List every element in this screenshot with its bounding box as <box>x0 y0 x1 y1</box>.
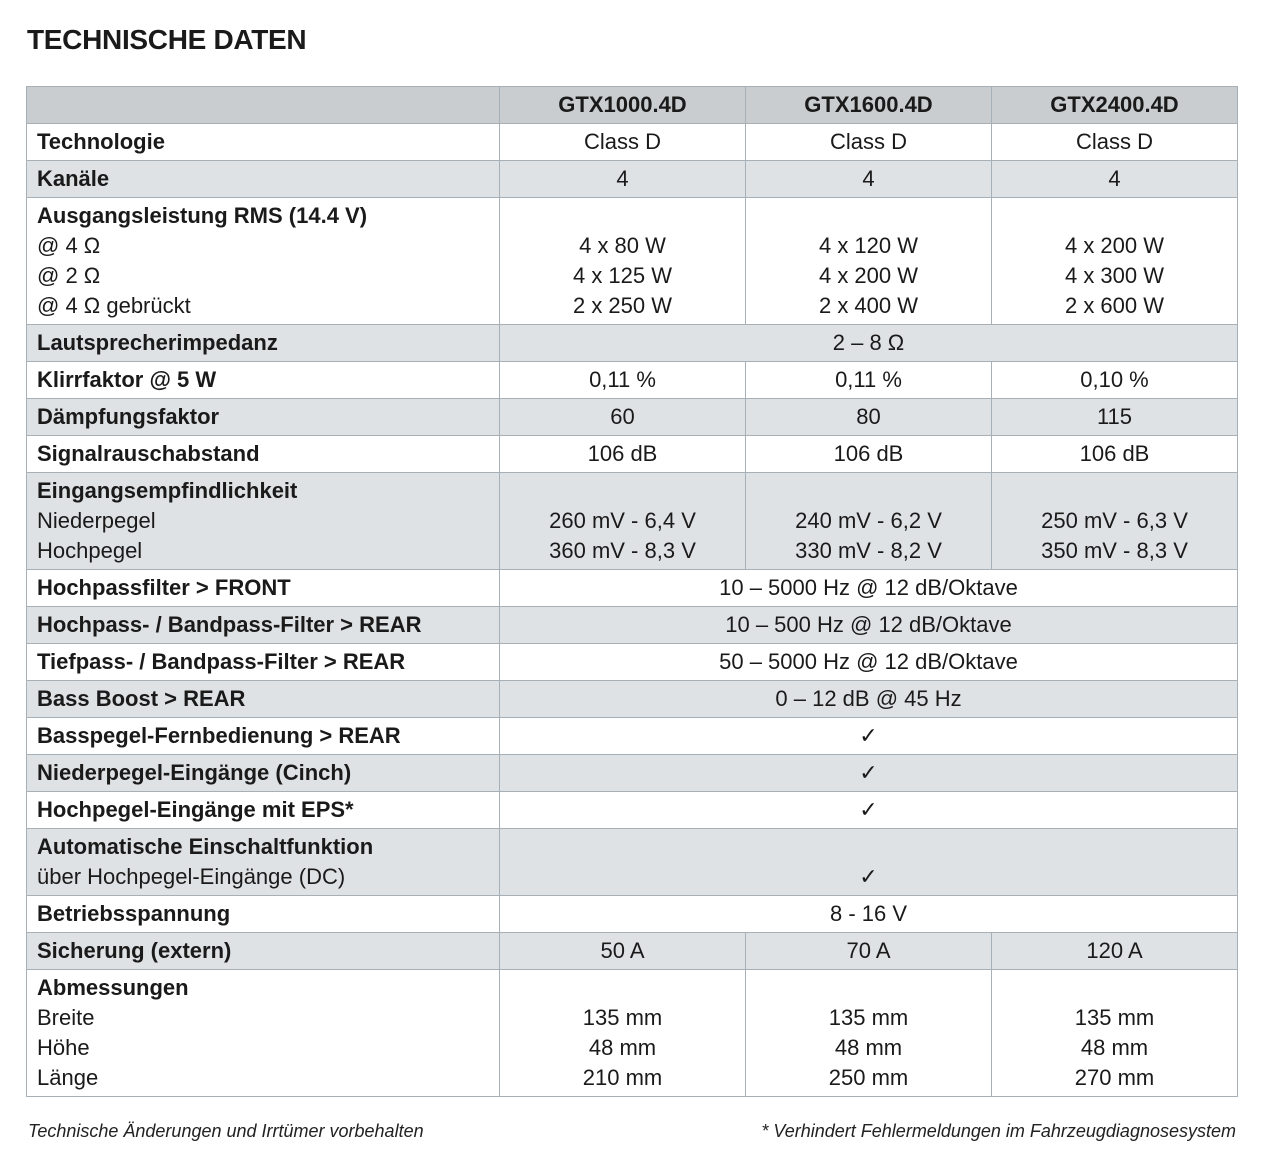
value-cell-model-1 <box>500 399 746 436</box>
value: 0,11 % <box>589 367 656 392</box>
row-label <box>27 399 500 436</box>
table-row <box>27 436 1238 473</box>
table-row <box>27 792 1238 829</box>
row-label-main: Lautsprecherimpedanz <box>37 330 278 355</box>
check-icon-cell <box>500 755 1238 792</box>
value-line: 135 mm <box>1074 1005 1155 1030</box>
value: 4 <box>1108 166 1121 191</box>
row-label-sub: @ 4 Ω <box>37 233 101 258</box>
row-label-main: Tiefpass- / Bandpass-Filter > REAR <box>37 649 406 674</box>
row-label-sub: Niederpegel <box>37 508 156 533</box>
value-line: 360 mV - 8,3 V <box>549 538 696 563</box>
row-label <box>27 473 500 570</box>
value-line: 48 mm <box>588 1035 657 1060</box>
row-label-main: Technologie <box>37 129 165 154</box>
row-label-main: Automatische Einschaltfunktion <box>37 834 374 859</box>
value-line: 135 mm <box>828 1005 909 1030</box>
table-row <box>27 325 1238 362</box>
row-label-sub: Höhe <box>37 1035 90 1060</box>
check-icon-cell <box>500 718 1238 755</box>
value-cell-model-2 <box>746 970 992 1097</box>
value-cell-model-2 <box>746 436 992 473</box>
value-cell-model-1 <box>500 436 746 473</box>
value: Class D <box>1075 129 1153 154</box>
value: Class D <box>829 129 907 154</box>
spec-table <box>26 86 1238 1097</box>
row-label-main: Eingangsempfindlichkeit <box>37 478 298 503</box>
table-row <box>27 681 1238 718</box>
value-line: 210 mm <box>582 1065 663 1090</box>
table-row <box>27 124 1238 161</box>
value-line: 250 mV - 6,3 V <box>1041 508 1188 533</box>
value-cell-model-2 <box>746 198 992 325</box>
value: 106 dB <box>1079 441 1150 466</box>
row-label-main: Betriebsspannung <box>37 901 231 926</box>
table-row <box>27 362 1238 399</box>
row-label <box>27 829 500 896</box>
header-model-1: GTX1000.4D <box>500 87 746 124</box>
page-title: TECHNISCHE DATEN <box>27 24 307 55</box>
value: 60 <box>610 404 635 429</box>
row-label-main: Bass Boost > REAR <box>37 686 246 711</box>
table-row <box>27 933 1238 970</box>
row-label <box>27 124 500 161</box>
row-label <box>27 570 500 607</box>
value-line: 240 mV - 6,2 V <box>795 508 942 533</box>
value: 10 – 500 Hz @ 12 dB/Oktave <box>725 612 1012 637</box>
value-cell-model-3 <box>992 436 1238 473</box>
value-line: 4 x 120 W <box>818 233 919 258</box>
value: 106 dB <box>833 441 904 466</box>
row-label-main: Hochpassfilter > FRONT <box>37 575 291 600</box>
row-label-main: Niederpegel-Eingänge (Cinch) <box>37 760 352 785</box>
value-line: 4 x 80 W <box>579 233 666 258</box>
check-icon: ✓ <box>859 723 878 748</box>
table-row <box>27 399 1238 436</box>
footnote-right: * Verhindert Fehlermeldungen im Fahrzeugdiagnosesystem <box>761 1121 1236 1141</box>
row-label-main: Sicherung (extern) <box>37 938 232 963</box>
row-label <box>27 681 500 718</box>
check-icon-cell <box>500 792 1238 829</box>
table-row <box>27 755 1238 792</box>
check-icon: ✓ <box>859 760 878 785</box>
value-line: 270 mm <box>1074 1065 1155 1090</box>
value: 50 A <box>600 938 645 963</box>
value-line: 135 mm <box>582 1005 663 1030</box>
row-label <box>27 362 500 399</box>
row-label-sub: Breite <box>37 1005 95 1030</box>
value-cell-model-3 <box>992 362 1238 399</box>
row-label-sub: Länge <box>37 1065 99 1090</box>
value-cell-all-models <box>500 570 1238 607</box>
value-cell-model-2 <box>746 933 992 970</box>
row-label-main: Ausgangsleistung RMS (14.4 V) <box>37 203 368 228</box>
value: 115 <box>1096 404 1133 429</box>
value-cell-model-3 <box>992 933 1238 970</box>
row-label-sub: Hochpegel <box>37 538 143 563</box>
row-label <box>27 644 500 681</box>
value-line: 2 x 400 W <box>818 293 919 318</box>
footnote-left: Technische Änderungen und Irrtümer vorbehalten <box>28 1121 424 1141</box>
value: 80 <box>856 404 881 429</box>
row-label <box>27 970 500 1097</box>
value-cell-model-3 <box>992 161 1238 198</box>
row-label <box>27 792 500 829</box>
value-cell-model-1 <box>500 362 746 399</box>
value-line: 4 x 125 W <box>572 263 673 288</box>
value-cell-model-3 <box>992 124 1238 161</box>
spec-table-body <box>27 124 1238 1097</box>
value: 2 – 8 Ω <box>832 330 905 355</box>
row-label <box>27 755 500 792</box>
value: 4 <box>616 166 629 191</box>
row-label-main: Klirrfaktor @ 5 W <box>37 367 217 392</box>
row-label <box>27 325 500 362</box>
value: 106 dB <box>587 441 658 466</box>
table-row <box>27 970 1238 1097</box>
row-label <box>27 933 500 970</box>
value-cell-model-1 <box>500 473 746 570</box>
check-icon: ✓ <box>859 864 878 889</box>
value-cell-all-models <box>500 644 1238 681</box>
row-label-main: Basspegel-Fernbedienung > REAR <box>37 723 401 748</box>
value-cell-model-2 <box>746 124 992 161</box>
value: 50 – 5000 Hz @ 12 dB/Oktave <box>719 649 1018 674</box>
value-line: 2 x 600 W <box>1064 293 1165 318</box>
value-cell-model-1 <box>500 970 746 1097</box>
value-cell-model-1 <box>500 124 746 161</box>
value-line: 260 mV - 6,4 V <box>549 508 696 533</box>
table-row <box>27 896 1238 933</box>
value-cell-all-models <box>500 607 1238 644</box>
value-line: 4 x 300 W <box>1064 263 1165 288</box>
value-cell-all-models <box>500 681 1238 718</box>
value-cell-model-1 <box>500 198 746 325</box>
value: 0 – 12 dB @ 45 Hz <box>775 686 962 711</box>
value-cell-model-1 <box>500 933 746 970</box>
table-row <box>27 607 1238 644</box>
value: 0,11 % <box>835 367 902 392</box>
row-label-main: Hochpass- / Bandpass-Filter > REAR <box>37 612 422 637</box>
value-line: 48 mm <box>834 1035 903 1060</box>
row-label-main: Dämpfungsfaktor <box>37 404 220 429</box>
value-cell-model-3 <box>992 198 1238 325</box>
value: 8 - 16 V <box>829 901 908 926</box>
row-label <box>27 896 500 933</box>
value-cell-model-3 <box>992 970 1238 1097</box>
value-line: 350 mV - 8,3 V <box>1041 538 1188 563</box>
row-label-sub: @ 2 Ω <box>37 263 101 288</box>
value-line: 2 x 250 W <box>572 293 673 318</box>
table-row <box>27 473 1238 570</box>
value-cell-model-3 <box>992 399 1238 436</box>
row-label-sub: über Hochpegel-Eingänge (DC) <box>37 864 346 889</box>
header-model-3: GTX2400.4D <box>992 87 1238 124</box>
value-cell-model-2 <box>746 362 992 399</box>
value: 0,10 % <box>1080 367 1149 392</box>
value-line: 250 mm <box>828 1065 909 1090</box>
value-line: 330 mV - 8,2 V <box>795 538 942 563</box>
value-cell-model-2 <box>746 473 992 570</box>
row-label <box>27 198 500 325</box>
row-label <box>27 607 500 644</box>
check-icon: ✓ <box>859 797 878 822</box>
value-cell-model-3 <box>992 473 1238 570</box>
value: Class D <box>583 129 661 154</box>
row-label <box>27 436 500 473</box>
table-row <box>27 644 1238 681</box>
table-row <box>27 829 1238 896</box>
value: 4 <box>862 166 875 191</box>
header-empty-cell <box>27 87 500 124</box>
table-row <box>27 161 1238 198</box>
header-row <box>27 87 1238 124</box>
value-cell-all-models <box>500 325 1238 362</box>
value-line: 4 x 200 W <box>1064 233 1165 258</box>
value-line: 48 mm <box>1080 1035 1149 1060</box>
value-cell-model-2 <box>746 161 992 198</box>
table-row <box>27 198 1238 325</box>
row-label <box>27 161 500 198</box>
row-label-main: Abmessungen <box>37 975 189 1000</box>
value: 10 – 5000 Hz @ 12 dB/Oktave <box>719 575 1018 600</box>
row-label-main: Kanäle <box>37 166 110 191</box>
row-label-main: Signalrauschabstand <box>37 441 260 466</box>
value: 120 A <box>1086 938 1143 963</box>
value-cell-model-1 <box>500 161 746 198</box>
header-model-2: GTX1600.4D <box>746 87 992 124</box>
row-label <box>27 718 500 755</box>
value-line: 4 x 200 W <box>818 263 919 288</box>
check-icon-cell <box>500 829 1238 896</box>
table-row <box>27 718 1238 755</box>
value: 70 A <box>846 938 891 963</box>
row-label-sub: @ 4 Ω gebrückt <box>37 293 191 318</box>
value-cell-all-models <box>500 896 1238 933</box>
value-cell-model-2 <box>746 399 992 436</box>
table-row <box>27 570 1238 607</box>
row-label-main: Hochpegel-Eingänge mit EPS* <box>37 797 354 822</box>
